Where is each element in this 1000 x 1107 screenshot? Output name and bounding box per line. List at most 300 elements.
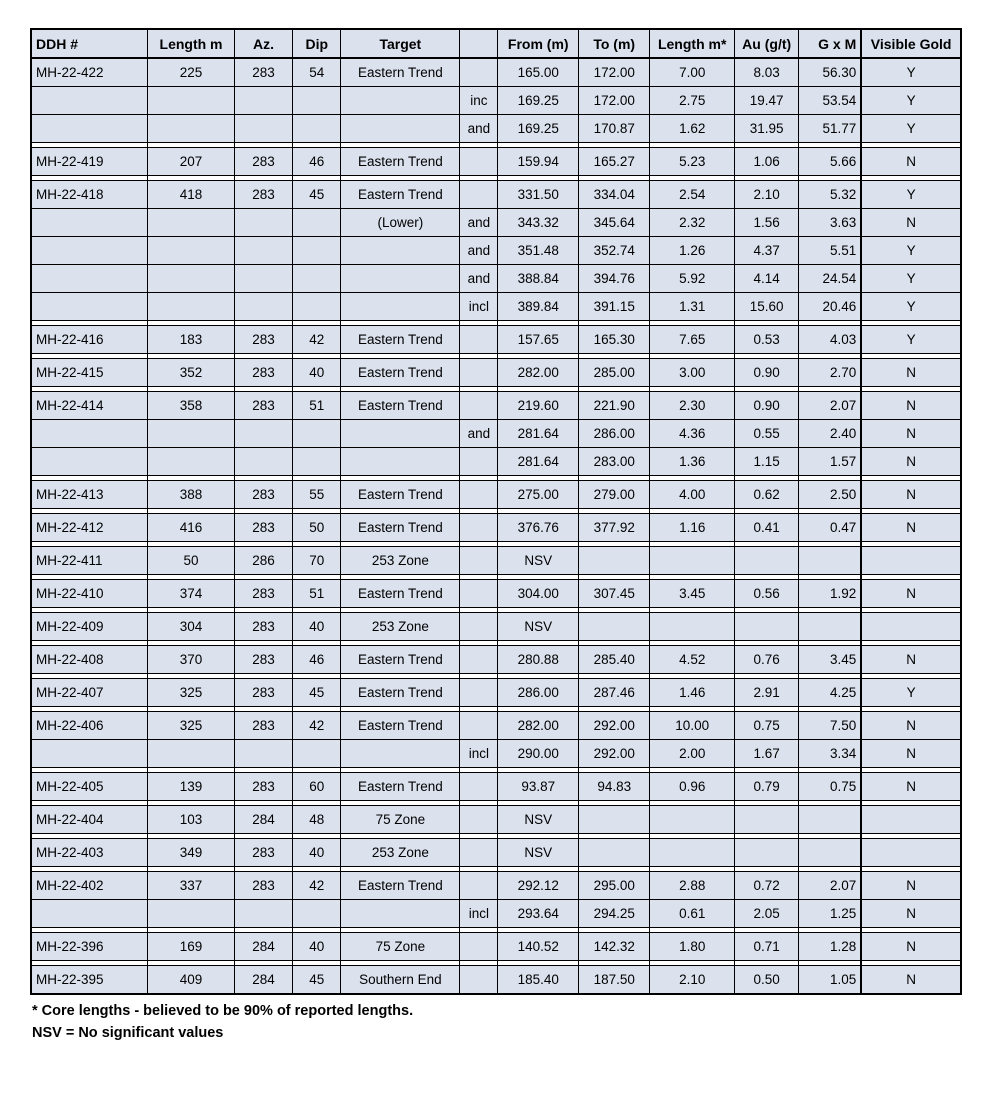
cell-gxm: 1.25 [799,900,861,928]
cell-length: 388 [148,481,235,509]
table-row [31,420,961,448]
cell-from: 389.84 [498,293,579,321]
cell-target: Eastern Trend [341,872,460,900]
cell-length [148,900,235,928]
cell-qualifier [460,580,498,608]
cell-ddh [31,265,148,293]
cell-visible-gold: N [861,933,961,961]
cell-dip [293,265,341,293]
cell-qualifier [460,613,498,641]
cell-target: Eastern Trend [341,359,460,387]
cell-az [234,900,292,928]
cell-qualifier: and [460,420,498,448]
cell-from: 93.87 [498,773,579,801]
cell-ddh: MH-22-409 [31,613,148,641]
cell-to: 279.00 [578,481,649,509]
cell-core-length: 5.23 [650,148,735,176]
cell-az [234,293,292,321]
cell-qualifier [460,646,498,674]
cell-gxm: 53.54 [799,87,861,115]
cell-core-length: 1.36 [650,448,735,476]
cell-length: 50 [148,547,235,575]
cell-au [734,806,798,834]
cell-target: 75 Zone [341,933,460,961]
cell-dip: 46 [293,148,341,176]
cell-au: 0.50 [734,966,798,995]
cell-length: 409 [148,966,235,995]
cell-ddh [31,293,148,321]
cell-ddh: MH-22-412 [31,514,148,542]
cell-au: 0.55 [734,420,798,448]
cell-length: 207 [148,148,235,176]
cell-to [578,547,649,575]
cell-from: NSV [498,547,579,575]
footnote-core-lengths: * Core lengths - believed to be 90% of reported lengths. [32,1003,414,1019]
cell-dip: 50 [293,514,341,542]
cell-au: 1.15 [734,448,798,476]
cell-dip: 42 [293,326,341,354]
cell-gxm: 3.34 [799,740,861,768]
table-row [31,580,961,608]
column-header-qualifier [460,29,498,58]
cell-target: Eastern Trend [341,326,460,354]
cell-dip: 40 [293,933,341,961]
cell-visible-gold: N [861,966,961,995]
cell-gxm: 1.92 [799,580,861,608]
cell-length: 169 [148,933,235,961]
cell-to: 165.27 [578,148,649,176]
cell-au [734,547,798,575]
cell-target [341,448,460,476]
cell-dip [293,900,341,928]
cell-ddh: MH-22-414 [31,392,148,420]
cell-az: 283 [234,580,292,608]
cell-dip: 54 [293,58,341,87]
cell-ddh: MH-22-402 [31,872,148,900]
cell-to: 307.45 [578,580,649,608]
cell-core-length: 2.30 [650,392,735,420]
cell-ddh: MH-22-419 [31,148,148,176]
cell-ddh: MH-22-406 [31,712,148,740]
cell-dip: 51 [293,392,341,420]
cell-length: 337 [148,872,235,900]
table-row [31,613,961,641]
cell-au: 0.79 [734,773,798,801]
cell-target [341,900,460,928]
cell-az: 283 [234,773,292,801]
cell-core-length [650,806,735,834]
cell-length: 103 [148,806,235,834]
column-header-au: Au (g/t) [734,29,798,58]
cell-visible-gold: Y [861,58,961,87]
cell-qualifier: incl [460,293,498,321]
cell-core-length: 7.65 [650,326,735,354]
cell-ddh: MH-22-415 [31,359,148,387]
cell-az: 283 [234,613,292,641]
cell-gxm: 1.57 [799,448,861,476]
cell-visible-gold: Y [861,237,961,265]
cell-gxm: 4.03 [799,326,861,354]
cell-au: 0.41 [734,514,798,542]
cell-gxm: 20.46 [799,293,861,321]
cell-dip: 70 [293,547,341,575]
cell-ddh: MH-22-411 [31,547,148,575]
cell-visible-gold: N [861,209,961,237]
drill-results-table [30,28,962,995]
cell-gxm: 0.75 [799,773,861,801]
cell-from: 169.25 [498,115,579,143]
cell-to: 142.32 [578,933,649,961]
table-row [31,740,961,768]
cell-length [148,87,235,115]
cell-target: 253 Zone [341,613,460,641]
cell-qualifier [460,773,498,801]
cell-visible-gold: Y [861,181,961,209]
cell-core-length: 3.00 [650,359,735,387]
table-row [31,359,961,387]
cell-dip [293,740,341,768]
cell-length: 374 [148,580,235,608]
cell-dip: 40 [293,359,341,387]
table-row [31,514,961,542]
table-row [31,839,961,867]
cell-visible-gold: N [861,580,961,608]
cell-au: 0.76 [734,646,798,674]
cell-to: 283.00 [578,448,649,476]
cell-target: Southern End [341,966,460,995]
cell-au: 19.47 [734,87,798,115]
column-header-ddh: DDH # [31,29,148,58]
cell-dip [293,293,341,321]
cell-visible-gold: N [861,448,961,476]
table-row [31,293,961,321]
cell-qualifier [460,58,498,87]
table-row [31,448,961,476]
cell-ddh: MH-22-413 [31,481,148,509]
cell-gxm: 1.28 [799,933,861,961]
cell-dip: 40 [293,839,341,867]
cell-target: 253 Zone [341,547,460,575]
header-row [31,29,961,58]
cell-to: 94.83 [578,773,649,801]
cell-qualifier [460,148,498,176]
cell-az: 284 [234,966,292,995]
cell-length: 358 [148,392,235,420]
cell-az: 283 [234,481,292,509]
cell-target: Eastern Trend [341,580,460,608]
cell-au [734,613,798,641]
cell-gxm: 5.66 [799,148,861,176]
cell-from: 275.00 [498,481,579,509]
cell-target: (Lower) [341,209,460,237]
cell-visible-gold [861,613,961,641]
cell-ddh: MH-22-418 [31,181,148,209]
cell-qualifier [460,839,498,867]
cell-core-length: 3.45 [650,580,735,608]
cell-gxm: 5.32 [799,181,861,209]
cell-ddh [31,740,148,768]
cell-ddh: MH-22-403 [31,839,148,867]
cell-au: 8.03 [734,58,798,87]
cell-au: 1.06 [734,148,798,176]
cell-az [234,448,292,476]
cell-az: 283 [234,646,292,674]
cell-gxm: 51.77 [799,115,861,143]
table-row [31,148,961,176]
table-row [31,773,961,801]
cell-to [578,613,649,641]
cell-qualifier [460,181,498,209]
cell-au: 1.67 [734,740,798,768]
cell-dip [293,448,341,476]
cell-target [341,420,460,448]
cell-ddh [31,900,148,928]
cell-au: 2.05 [734,900,798,928]
cell-gxm [799,613,861,641]
cell-visible-gold: N [861,392,961,420]
table-body [31,58,961,994]
cell-au: 2.10 [734,181,798,209]
cell-to: 334.04 [578,181,649,209]
cell-au: 2.91 [734,679,798,707]
cell-core-length: 0.96 [650,773,735,801]
cell-visible-gold: Y [861,679,961,707]
cell-au: 1.56 [734,209,798,237]
cell-to: 165.30 [578,326,649,354]
cell-gxm: 2.40 [799,420,861,448]
cell-qualifier: and [460,209,498,237]
cell-core-length: 1.16 [650,514,735,542]
cell-gxm: 1.05 [799,966,861,995]
cell-to [578,839,649,867]
cell-length: 349 [148,839,235,867]
table-header [31,29,961,58]
cell-dip [293,87,341,115]
cell-qualifier: incl [460,900,498,928]
cell-ddh [31,87,148,115]
table-row [31,326,961,354]
cell-core-length: 5.92 [650,265,735,293]
cell-to: 170.87 [578,115,649,143]
cell-target: 75 Zone [341,806,460,834]
cell-from: 388.84 [498,265,579,293]
cell-core-length: 1.31 [650,293,735,321]
cell-az: 283 [234,514,292,542]
cell-target: 253 Zone [341,839,460,867]
cell-visible-gold: N [861,514,961,542]
cell-target: Eastern Trend [341,679,460,707]
cell-az: 283 [234,679,292,707]
cell-to: 292.00 [578,712,649,740]
cell-az: 283 [234,181,292,209]
cell-to: 221.90 [578,392,649,420]
cell-dip: 42 [293,872,341,900]
cell-from: 169.25 [498,87,579,115]
cell-ddh [31,237,148,265]
cell-length: 139 [148,773,235,801]
cell-length: 416 [148,514,235,542]
cell-target: Eastern Trend [341,646,460,674]
cell-qualifier [460,326,498,354]
cell-core-length: 4.52 [650,646,735,674]
cell-from: 159.94 [498,148,579,176]
cell-visible-gold [861,806,961,834]
cell-from: 351.48 [498,237,579,265]
cell-qualifier [460,392,498,420]
table-row [31,712,961,740]
cell-to: 394.76 [578,265,649,293]
cell-from: 282.00 [498,712,579,740]
cell-az [234,740,292,768]
cell-az: 283 [234,326,292,354]
cell-visible-gold: Y [861,293,961,321]
cell-from: NSV [498,839,579,867]
table-row [31,806,961,834]
cell-gxm: 56.30 [799,58,861,87]
table-row [31,481,961,509]
cell-visible-gold: N [861,148,961,176]
cell-from: 376.76 [498,514,579,542]
cell-az [234,237,292,265]
cell-dip: 51 [293,580,341,608]
column-header-dip: Dip [293,29,341,58]
cell-au: 4.14 [734,265,798,293]
cell-core-length: 2.75 [650,87,735,115]
cell-target: Eastern Trend [341,148,460,176]
cell-ddh: MH-22-408 [31,646,148,674]
cell-gxm: 24.54 [799,265,861,293]
cell-qualifier [460,514,498,542]
cell-az [234,265,292,293]
cell-dip: 48 [293,806,341,834]
column-header-az: Az. [234,29,292,58]
cell-ddh [31,115,148,143]
cell-from: 140.52 [498,933,579,961]
cell-az: 283 [234,839,292,867]
cell-target: Eastern Trend [341,481,460,509]
cell-visible-gold: Y [861,115,961,143]
cell-az: 284 [234,806,292,834]
cell-target: Eastern Trend [341,773,460,801]
cell-target [341,293,460,321]
cell-dip: 45 [293,679,341,707]
cell-target: Eastern Trend [341,514,460,542]
cell-qualifier [460,547,498,575]
cell-from: 281.64 [498,420,579,448]
cell-visible-gold: N [861,872,961,900]
cell-visible-gold: N [861,773,961,801]
cell-qualifier [460,359,498,387]
cell-gxm: 7.50 [799,712,861,740]
table-row [31,392,961,420]
cell-dip: 40 [293,613,341,641]
cell-gxm: 5.51 [799,237,861,265]
table-row [31,265,961,293]
cell-core-length [650,839,735,867]
cell-to [578,806,649,834]
cell-dip: 60 [293,773,341,801]
cell-length [148,237,235,265]
cell-target: Eastern Trend [341,392,460,420]
cell-core-length: 2.54 [650,181,735,209]
cell-au: 0.62 [734,481,798,509]
footnote-nsv: NSV = No significant values [32,1025,224,1042]
table-row [31,87,961,115]
cell-gxm: 2.70 [799,359,861,387]
table-row [31,58,961,87]
cell-length: 225 [148,58,235,87]
cell-to: 391.15 [578,293,649,321]
cell-target [341,237,460,265]
cell-target [341,740,460,768]
cell-gxm: 2.50 [799,481,861,509]
cell-to: 286.00 [578,420,649,448]
cell-from: 165.00 [498,58,579,87]
cell-gxm [799,839,861,867]
column-header-gxm: G x M [799,29,861,58]
cell-from: 157.65 [498,326,579,354]
cell-to: 294.25 [578,900,649,928]
cell-core-length: 2.10 [650,966,735,995]
cell-length [148,209,235,237]
cell-ddh: MH-22-396 [31,933,148,961]
cell-to: 172.00 [578,58,649,87]
cell-qualifier [460,872,498,900]
cell-gxm: 4.25 [799,679,861,707]
cell-core-length: 4.36 [650,420,735,448]
cell-au: 31.95 [734,115,798,143]
cell-length [148,740,235,768]
cell-core-length: 2.00 [650,740,735,768]
table-row [31,181,961,209]
cell-to: 352.74 [578,237,649,265]
cell-from: 219.60 [498,392,579,420]
cell-length: 304 [148,613,235,641]
cell-az [234,87,292,115]
cell-length: 352 [148,359,235,387]
cell-from: 286.00 [498,679,579,707]
cell-az: 286 [234,547,292,575]
cell-gxm: 2.07 [799,392,861,420]
cell-qualifier [460,481,498,509]
cell-core-length: 7.00 [650,58,735,87]
cell-az [234,115,292,143]
table-row [31,209,961,237]
cell-az [234,420,292,448]
cell-target [341,87,460,115]
cell-visible-gold: Y [861,326,961,354]
cell-length: 325 [148,712,235,740]
cell-gxm: 0.47 [799,514,861,542]
cell-qualifier [460,806,498,834]
cell-length [148,293,235,321]
cell-to: 287.46 [578,679,649,707]
cell-dip [293,420,341,448]
cell-visible-gold [861,547,961,575]
cell-gxm [799,806,861,834]
cell-length [148,448,235,476]
column-header-target: Target [341,29,460,58]
cell-from: 293.64 [498,900,579,928]
cell-from: 185.40 [498,966,579,995]
table-row [31,237,961,265]
cell-ddh [31,420,148,448]
cell-ddh: MH-22-395 [31,966,148,995]
cell-core-length: 1.62 [650,115,735,143]
cell-visible-gold: N [861,712,961,740]
cell-dip: 46 [293,646,341,674]
cell-from: 331.50 [498,181,579,209]
